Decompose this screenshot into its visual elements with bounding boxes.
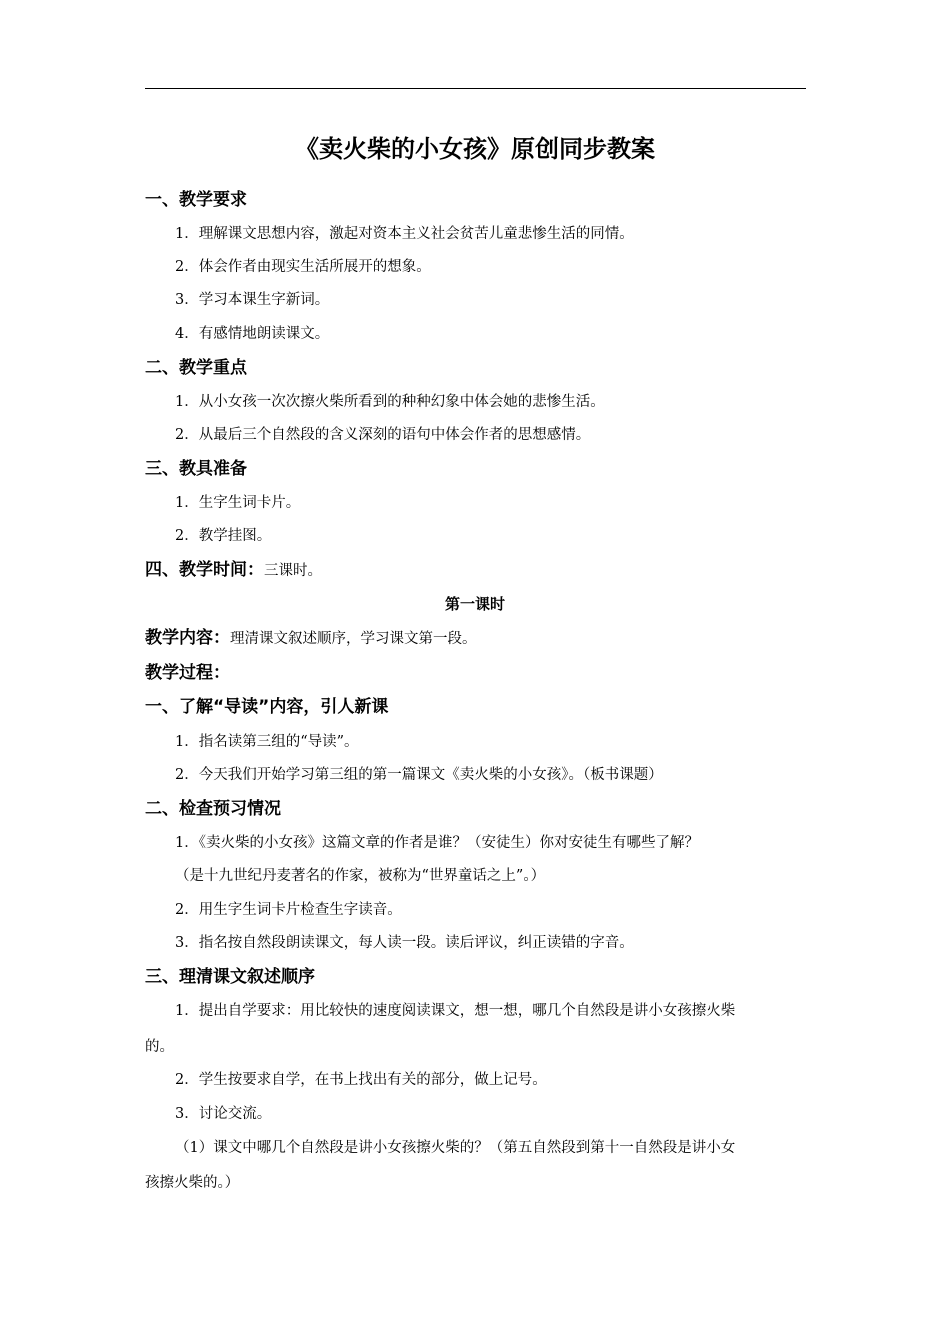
section-heading-materials: 三、教具准备 <box>145 459 247 479</box>
lesson-content-label: 教学内容： <box>145 628 230 648</box>
material-item: 1．生字生词卡片。 <box>175 495 301 511</box>
key-point-item: 2．从最后三个自然段的含义深刻的语句中体会作者的思想感情。 <box>175 427 591 443</box>
section-heading-requirements: 一、教学要求 <box>145 190 247 210</box>
process-item: 3．指名按自然段朗读课文，每人读一段。读后评议，纠正读错的字音。 <box>175 935 634 951</box>
process-item: 1．提出自学要求：用比较快的速度阅读课文，想一想，哪几个自然段是讲小女孩擦火柴 <box>175 1003 736 1019</box>
section-heading-time <box>145 558 322 583</box>
process-item: 2．用生字生词卡片检查生字读音。 <box>175 902 402 918</box>
process-item-continuation: 孩擦火柴的。） <box>145 1175 240 1191</box>
lesson-content-value: 理清课文叙述顺序，学习课文第一段。 <box>230 631 477 647</box>
lesson-content <box>145 626 477 651</box>
material-item: 2．教学挂图。 <box>175 528 272 544</box>
requirement-item: 2．体会作者由现实生活所展开的想象。 <box>175 259 431 275</box>
process-item: 1．《卖火柴的小女孩》这篇文章的作者是谁？（安徒生）你对安徒生有哪些了解？ <box>175 835 699 851</box>
process-item: 2．学生按要求自学，在书上找出有关的部分，做上记号。 <box>175 1072 547 1088</box>
process-heading-preview: 二、检查预习情况 <box>145 799 281 819</box>
process-label: 教学过程： <box>145 663 230 683</box>
process-item: 2．今天我们开始学习第三组的第一篇课文《卖火柴的小女孩》。（板书课题） <box>175 767 663 783</box>
process-sub-item: （1）课文中哪几个自然段是讲小女孩擦火柴的？（第五自然段到第十一自然段是讲小女 <box>175 1140 736 1156</box>
requirement-item: 3．学习本课生字新词。 <box>175 292 330 308</box>
requirement-item: 4．有感情地朗读课文。 <box>175 326 330 342</box>
requirement-item: 1．理解课文思想内容，激起对资本主义社会贫苦儿童悲惨生活的同情。 <box>175 226 634 242</box>
process-item-continuation: 的。 <box>145 1039 174 1055</box>
process-heading-order: 三、理清课文叙述顺序 <box>145 967 315 987</box>
key-point-item: 1．从小女孩一次次擦火柴所看到的种种幻象中体会她的悲惨生活。 <box>175 394 605 410</box>
time-label: 四、教学时间： <box>145 560 264 580</box>
section-heading-key-points: 二、教学重点 <box>145 358 247 378</box>
lesson-title: 第一课时 <box>444 595 505 613</box>
process-item: 1．指名读第三组的“导读”。 <box>175 734 359 750</box>
process-item: 3．讨论交流。 <box>175 1106 272 1122</box>
time-value: 三课时。 <box>264 563 322 579</box>
header-rule <box>145 88 806 89</box>
process-item: （是十九世纪丹麦著名的作家，被称为“世界童话之上”。） <box>175 868 546 884</box>
document-title: 《卖火柴的小女孩》原创同步教案 <box>295 135 655 163</box>
process-heading-intro: 一、了解“导读”内容，引人新课 <box>145 697 389 717</box>
